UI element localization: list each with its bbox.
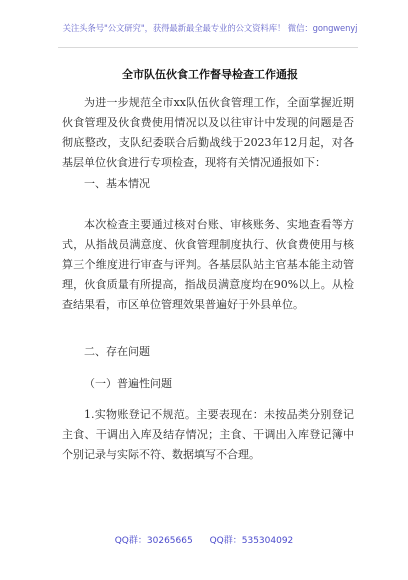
header-banner: 关注头条号"公文研究"，获得最新最全最专业的公文资料库！ 微信：gongwenyj [62, 23, 358, 33]
section-heading-problems: 二、存在问题 [84, 345, 150, 358]
header-divider [58, 47, 358, 48]
intro-paragraph: 为进一步规范全市xx队伍伙食管理工作，全面掌握近期伙食管理及伙食费使用情况以及以往审计中发现的问题是否彻底整改，支队纪委联合后勤战线于2023年12月起，对各基层单位伙食进行专项检查，现将有关情况通报如下： [62, 96, 354, 169]
section-basic-paragraph: 本次检查主要通过核对台账、审核账务、实地查看等方式，从指战员满意度、伙食管理制度执行、伙食费使用与核算三个维度进行审查与评判。各基层队站主官基本能主动管理，伙食质量有所提高，指战员满意度均在90%以上。从检查结果看，市区单位管理效果普遍好于外县单位。 [62, 218, 354, 311]
document-title: 全市队伍伙食工作督导检查工作通报 [122, 68, 298, 81]
footer-qq-group-1: QQ群：30265665 [114, 536, 193, 546]
footer [0, 533, 408, 546]
problem-item-1: 1.实物账登记不规范。主要表现在：未按品类分别登记主食、干调出入库及结存情况；主食、干调出入库登记簿中个别记录与实际不符、数据填写不合理。 [62, 408, 354, 461]
section-heading-basic: 一、基本情况 [84, 177, 150, 190]
subsection-heading-common: （一）普遍性问题 [84, 377, 172, 390]
footer-qq-group-2: QQ群：535304092 [209, 536, 294, 546]
